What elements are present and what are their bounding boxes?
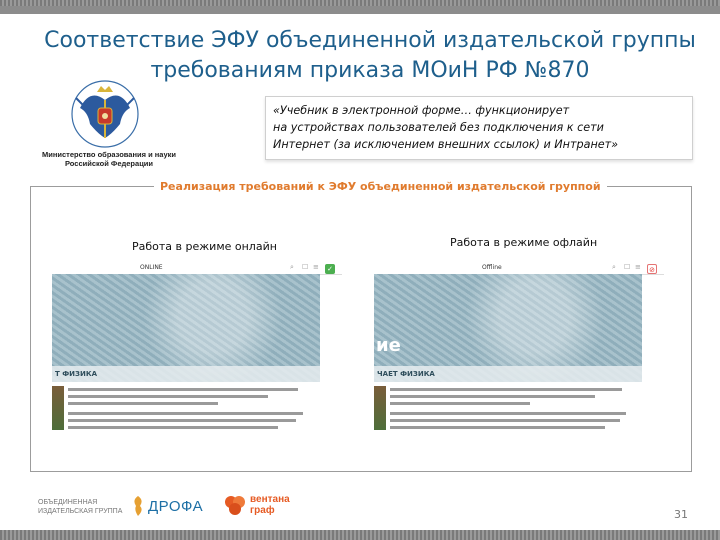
ministry-name-line2: Российской Федерации [64, 159, 154, 168]
bookmark-icon: ☐ [624, 263, 631, 271]
top-decorative-bar [0, 0, 720, 14]
text-line [68, 402, 218, 405]
ventana-line2: граф [250, 505, 275, 516]
quote-box [265, 96, 693, 160]
offline-content [374, 382, 642, 438]
ministry-name [34, 150, 184, 168]
drofa-bird-icon [130, 494, 146, 518]
text-line [68, 395, 268, 398]
slide-title [40, 26, 700, 86]
bottom-bar-stripe [0, 530, 720, 540]
page-number: 31 [674, 508, 688, 521]
online-url-text: ONLINE [140, 264, 163, 271]
ventana-logo [222, 494, 290, 522]
offline-section-title: ЧАЕТ ФИЗИКА [377, 370, 435, 378]
quote-line1: «Учебник в электронной форме… функционирует [273, 104, 570, 117]
ventana-flower-icon [222, 494, 248, 518]
text-line [390, 426, 605, 429]
bookmark-icon: ☐ [302, 263, 309, 271]
online-hero-image [52, 274, 320, 382]
quote-line3: Интернет (за исключением внешних ссылок) и Интранет» [273, 138, 619, 151]
group-line1: ОБЪЕДИНЕННАЯ [38, 499, 98, 506]
offline-url-text: Offline [482, 264, 502, 271]
text-line [390, 412, 626, 415]
ventana-wordmark [250, 494, 290, 516]
ministry-emblem-icon [70, 78, 140, 150]
text-line [390, 388, 622, 391]
online-section-band [52, 366, 320, 382]
offline-screenshot [374, 262, 664, 438]
text-line [390, 419, 620, 422]
offline-mode-label: Работа в режиме офлайн [450, 236, 598, 249]
menu-icon: ≡ [313, 263, 319, 271]
quote-text [273, 102, 688, 153]
offline-hero-text: ие [376, 335, 401, 356]
online-mode-label: Работа в режиме онлайн [132, 240, 277, 253]
ministry-name-line1: Министерство образования и науки [41, 150, 176, 159]
text-line [68, 412, 303, 415]
offline-thumbnail [374, 386, 386, 430]
search-icon: ⌕ [290, 263, 294, 271]
top-bar-stripe [0, 0, 720, 6]
bottom-decorative-bar [0, 530, 720, 540]
online-screenshot [52, 262, 342, 438]
slide-title-line2: требованиям приказа МОиН РФ №870 [150, 58, 590, 83]
search-icon: ⌕ [612, 263, 616, 271]
offline-icon: ⊘ [647, 264, 657, 274]
offline-hero-image [374, 274, 642, 382]
frame-caption: Реализация требований к ЭФУ объединенной издательской группой [154, 180, 607, 194]
text-line [390, 395, 595, 398]
text-line [390, 402, 530, 405]
text-line [68, 419, 296, 422]
drofa-logo [130, 494, 204, 522]
online-check-icon: ✓ [325, 264, 335, 274]
ventana-line1: вентана [250, 494, 290, 505]
text-line [68, 388, 298, 391]
group-line2: ИЗДАТЕЛЬСКАЯ ГРУППА [38, 508, 123, 515]
text-line [68, 426, 278, 429]
online-content [52, 382, 320, 438]
menu-icon: ≡ [635, 263, 641, 271]
offline-section-band [374, 366, 642, 382]
online-thumbnail [52, 386, 64, 430]
publishing-group-logo [38, 498, 122, 516]
slide-title-line1: Соответствие ЭФУ объединенной издательской группы [44, 28, 696, 53]
online-section-title: Т ФИЗИКА [55, 370, 97, 378]
drofa-wordmark: ДРОФА [148, 498, 204, 515]
quote-line2: на устройствах пользователей без подключения к сети [273, 121, 604, 134]
